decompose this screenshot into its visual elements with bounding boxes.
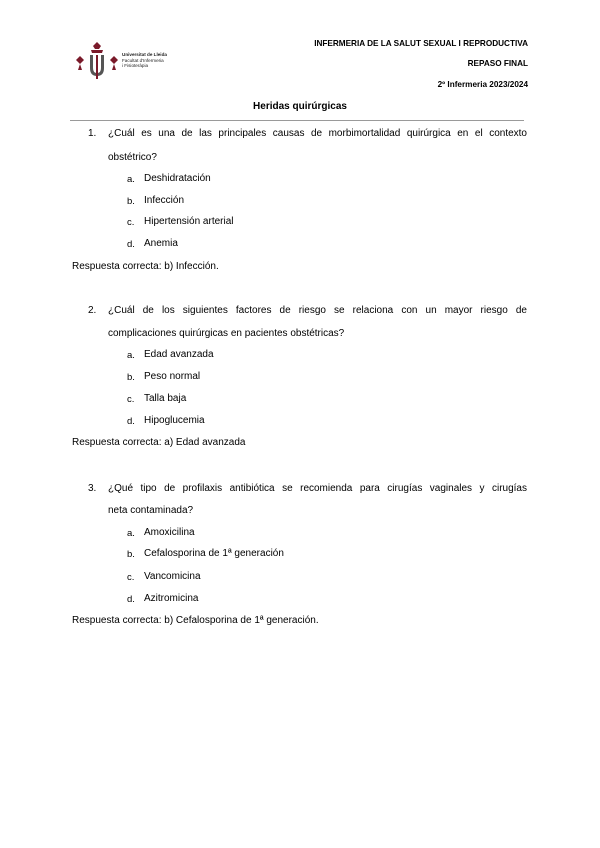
option-letter: d. (127, 239, 135, 250)
title-divider (70, 120, 524, 121)
header-review-label: REPASO FINAL (467, 59, 528, 68)
question-text-line-2: obstétrico? (108, 152, 157, 163)
option-text: Hipoglucemia (144, 415, 205, 426)
option-text: Amoxicilina (144, 527, 195, 538)
option-letter: c. (127, 572, 135, 583)
option-letter: a. (127, 174, 135, 185)
question-text-line-1: ¿Cuál es una de las principales causas de morbimortalidad quirúrgica en el contexto (108, 128, 527, 139)
option-text: Peso normal (144, 371, 201, 382)
logo-text (122, 52, 167, 69)
option-letter: d. (127, 416, 135, 427)
option-text: Deshidratación (144, 173, 211, 184)
option-text: Edad avanzada (144, 349, 214, 360)
question-number: 3. (88, 483, 97, 494)
document-title: Heridas quirúrgicas (253, 101, 347, 112)
correct-answer: Respuesta correcta: b) Cefalosporina de 1ª generación. (72, 615, 319, 626)
option-text: Cefalosporina de 1ª generación (144, 548, 284, 559)
question-text-line-1: ¿Cuál de los siguientes factores de riesgo se relaciona con un mayor riesgo de (108, 305, 527, 316)
logo-line-1: Universitat de Lleida (122, 52, 167, 57)
option-text: Vancomicina (144, 571, 201, 582)
question-text-line-2: neta contaminada? (108, 505, 194, 516)
option-letter: a. (127, 528, 135, 539)
option-letter: b. (127, 196, 135, 207)
option-text: Azitromicina (144, 593, 199, 604)
logo-line-2: Facultat d'Infermeria (122, 57, 164, 63)
correct-answer: Respuesta correcta: a) Edad avanzada (72, 437, 246, 448)
option-letter: b. (127, 549, 135, 560)
question-number: 2. (88, 305, 97, 316)
option-text: Hipertensión arterial (144, 216, 234, 227)
logo-line-3: i Fisioteràpia (122, 63, 149, 69)
option-text: Infección (144, 195, 185, 206)
header-course-title: INFERMERIA DE LA SALUT SEXUAL I REPRODUCTIVA (314, 39, 528, 48)
question-text-line-1: ¿Qué tipo de profilaxis antibiótica se recomienda para cirugías vaginales y cirugías (108, 483, 527, 494)
correct-answer: Respuesta correcta: b) Infección. (72, 261, 219, 272)
university-logo (74, 40, 184, 82)
university-crest-icon (74, 40, 120, 82)
option-letter: b. (127, 372, 135, 383)
option-text: Anemia (144, 238, 178, 249)
option-letter: a. (127, 350, 135, 361)
option-letter: c. (127, 217, 135, 228)
option-letter: d. (127, 594, 135, 605)
header-course-year: 2º Infermeria 2023/2024 (437, 80, 528, 89)
option-text: Talla baja (144, 393, 187, 404)
question-text-line-2: complicaciones quirúrgicas en pacientes obstétricas? (108, 328, 345, 339)
option-letter: c. (127, 394, 135, 405)
question-number: 1. (88, 128, 97, 139)
